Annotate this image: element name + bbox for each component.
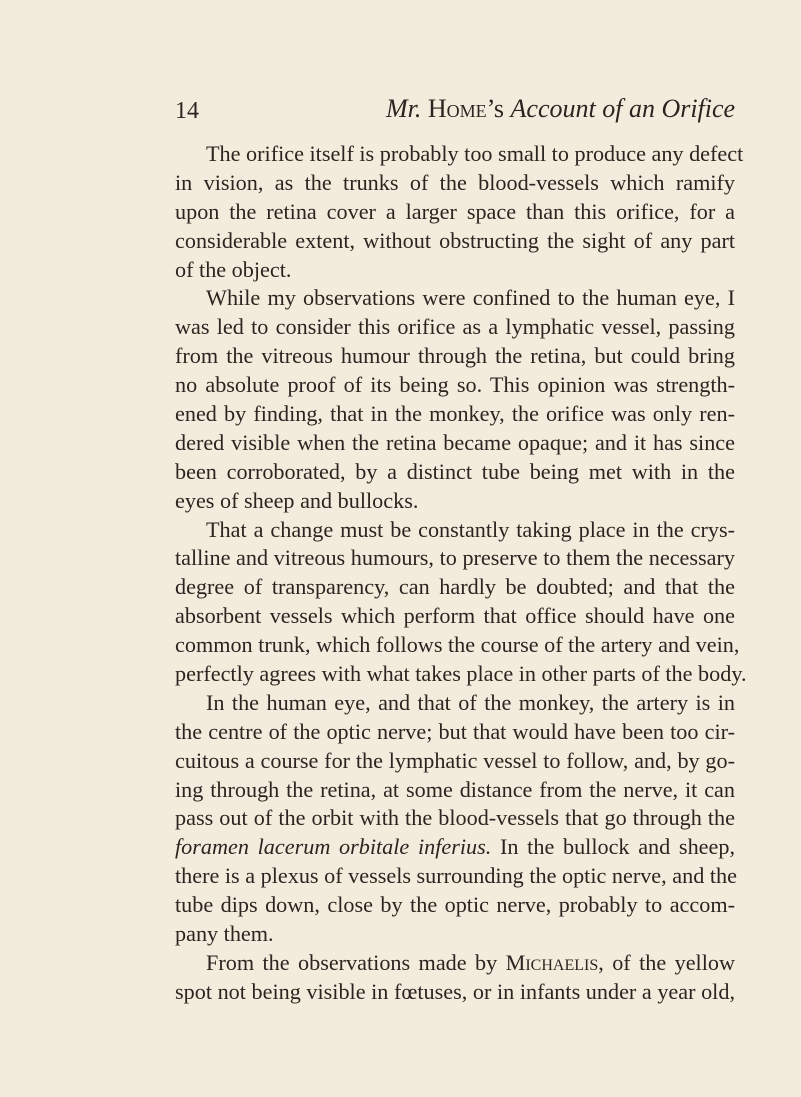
text-line: considerable extent, without obstructing the sight of any part (175, 227, 735, 253)
text-line (175, 949, 735, 978)
text-line: degree of transparency, can hardly be doubted; and that the (175, 574, 735, 600)
text-line: talline and vitreous humours, to preserve to them the necessary (175, 545, 735, 571)
title-prefix: Mr. (386, 94, 422, 123)
text-line: tube dips down, close by the optic nerve, probably to accom- (175, 892, 735, 918)
text-line: was led to consider this orifice as a lymphatic vessel, passing (175, 314, 735, 340)
text-line: spot not being visible in fœtuses, or in infants under a year old, (175, 978, 735, 1004)
title-name: Home (427, 94, 487, 123)
text-line: cuitous a course for the lymphatic vessel to follow, and, by go- (175, 747, 735, 773)
title-possessive: ’s (486, 94, 505, 123)
text-line: ing through the retina, at some distance from the nerve, it can (175, 776, 735, 802)
title-rest: Account of an Orifice (510, 94, 736, 123)
text-segment: From the observations made by (206, 949, 506, 975)
text-line: The orifice itself is probably too small to produce any defect (206, 141, 744, 166)
text-line: pass out of the orbit with the blood-vessels that go through the (175, 805, 735, 831)
text-line: been corroborated, by a distinct tube being met with in the (175, 458, 735, 484)
text-line: dered visible when the retina became opaque; and it has since (175, 429, 735, 455)
text-segment: , of the yellow (598, 949, 735, 975)
text-line: common trunk, which follows the course of the artery and vein, (175, 632, 740, 658)
text-line: no absolute proof of its being so. This opinion was strength- (175, 372, 735, 398)
text-line: eyes of sheep and bullocks. (175, 487, 419, 513)
text-line (175, 833, 735, 862)
page-header (175, 92, 735, 132)
text-line: absorbent vessels which perform that office should have one (175, 603, 735, 629)
text-line: pany them. (175, 921, 274, 947)
text-line: perfectly agrees with what takes place in other parts of the body. (175, 661, 747, 687)
text-line: there is a plexus of vessels surrounding the optic nerve, and the (175, 863, 737, 889)
text-line: in vision, as the trunks of the blood-vessels which ramify (175, 169, 735, 195)
page-number: 14 (175, 98, 199, 124)
text-line: ened by finding, that in the monkey, the orifice was only ren- (175, 401, 735, 427)
running-title (386, 94, 735, 124)
text-line: of the object. (175, 256, 292, 282)
text-line: In the human eye, and that of the monkey, the artery is in (206, 689, 735, 715)
body-text (175, 140, 747, 1007)
text-line: upon the retina cover a larger space than this orifice, for a (175, 198, 735, 224)
text-line: That a change must be constantly taking place in the crys- (206, 516, 735, 542)
text-line: the centre of the optic nerve; but that would have been too cir- (175, 718, 735, 744)
text-segment: In the bullock and sheep, (491, 834, 735, 860)
italic-latin-term: foramen lacerum orbitale inferius. (175, 834, 492, 860)
author-name: Michaelis (505, 949, 599, 975)
text-line: While my observations were confined to the human eye, I (206, 285, 735, 311)
text-line: from the vitreous humour through the retina, but could bring (175, 343, 735, 369)
